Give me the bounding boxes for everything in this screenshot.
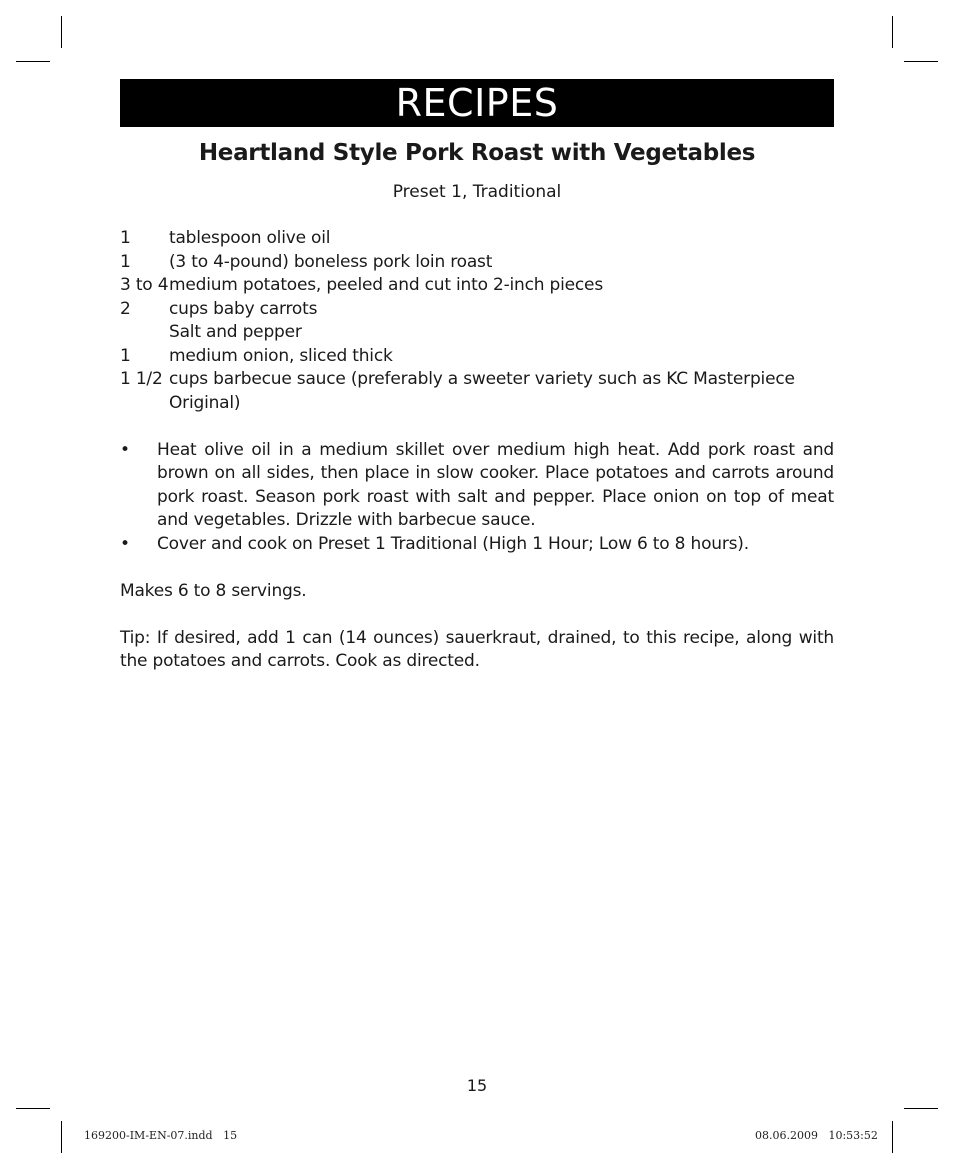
ingredient-quantity: 1 (120, 251, 131, 272)
ingredient-item (120, 345, 834, 369)
bullet-icon: • (120, 533, 130, 554)
crop-mark-top-left-vertical (61, 16, 62, 48)
ingredient-text: Salt and pepper (169, 322, 302, 342)
crop-mark-top-right-vertical (892, 16, 893, 48)
tip-paragraph: Tip: If desired, add 1 can (14 ounces) sauerkraut, drained, to this recipe, along with the potatoes and carrots. Cook as directed. (120, 627, 834, 671)
page-number: 15 (466, 1076, 488, 1095)
crop-mark-top-left-horizontal (16, 61, 50, 62)
ingredient-text: cups barbecue sauce (preferably a sweeter variety such as KC Masterpiece Original) (169, 369, 795, 413)
ingredient-text: medium potatoes, peeled and cut into 2-inch pieces (169, 275, 603, 295)
print-timestamp: 08.06.2009 10:53:52 (755, 1129, 878, 1142)
ingredient-quantity: 1 1/2 (120, 369, 163, 389)
ingredient-quantity: 2 (120, 298, 131, 319)
crop-mark-bottom-left-vertical (61, 1121, 62, 1153)
ingredient-item (120, 227, 834, 251)
ingredient-text: medium onion, sliced thick (169, 345, 393, 366)
crop-mark-bottom-left-horizontal (16, 1108, 50, 1109)
instruction-step (120, 439, 834, 533)
ingredient-quantity: 1 (120, 228, 131, 248)
ingredient-quantity (120, 321, 169, 345)
servings-note: Makes 6 to 8 servings. (120, 580, 307, 601)
ingredient-text: cups baby carrots (169, 298, 318, 319)
crop-mark-bottom-right-vertical (892, 1121, 893, 1153)
ingredient-text: tablespoon olive oil (169, 228, 331, 248)
instruction-list (120, 439, 834, 557)
ingredient-item (120, 368, 834, 415)
ingredient-text: (3 to 4-pound) boneless pork loin roast (169, 251, 493, 272)
ingredient-item (120, 274, 834, 298)
bullet-icon: • (120, 439, 130, 460)
crop-mark-top-right-horizontal (904, 61, 938, 62)
section-banner: RECIPES (120, 79, 834, 127)
crop-mark-bottom-right-horizontal (904, 1108, 938, 1109)
file-slug: 169200-IM-EN-07.indd 15 (84, 1129, 238, 1142)
instruction-text: Cover and cook on Preset 1 Traditional (High 1 Hour; Low 6 to 8 hours). (157, 533, 749, 554)
instruction-text: Heat olive oil in a medium skillet over medium high heat. Add pork roast and brown on all sides, then place in slow cooker. Place potatoes and carrots around pork roast. Season pork roast with salt and pepper. Place onion on top of meat and vegetables. Drizzle with barbecue sauce. (157, 439, 834, 530)
instruction-step (120, 533, 834, 557)
ingredient-quantity: 3 to 4 (120, 275, 169, 295)
recipe-title: Heartland Style Pork Roast with Vegetables (198, 140, 756, 166)
ingredient-item (120, 321, 834, 345)
ingredient-item (120, 251, 834, 275)
ingredient-item (120, 298, 834, 322)
ingredient-list (120, 227, 834, 415)
recipe-subtitle: Preset 1, Traditional (392, 182, 562, 202)
recipe-body (120, 227, 834, 674)
ingredient-quantity: 1 (120, 345, 131, 366)
